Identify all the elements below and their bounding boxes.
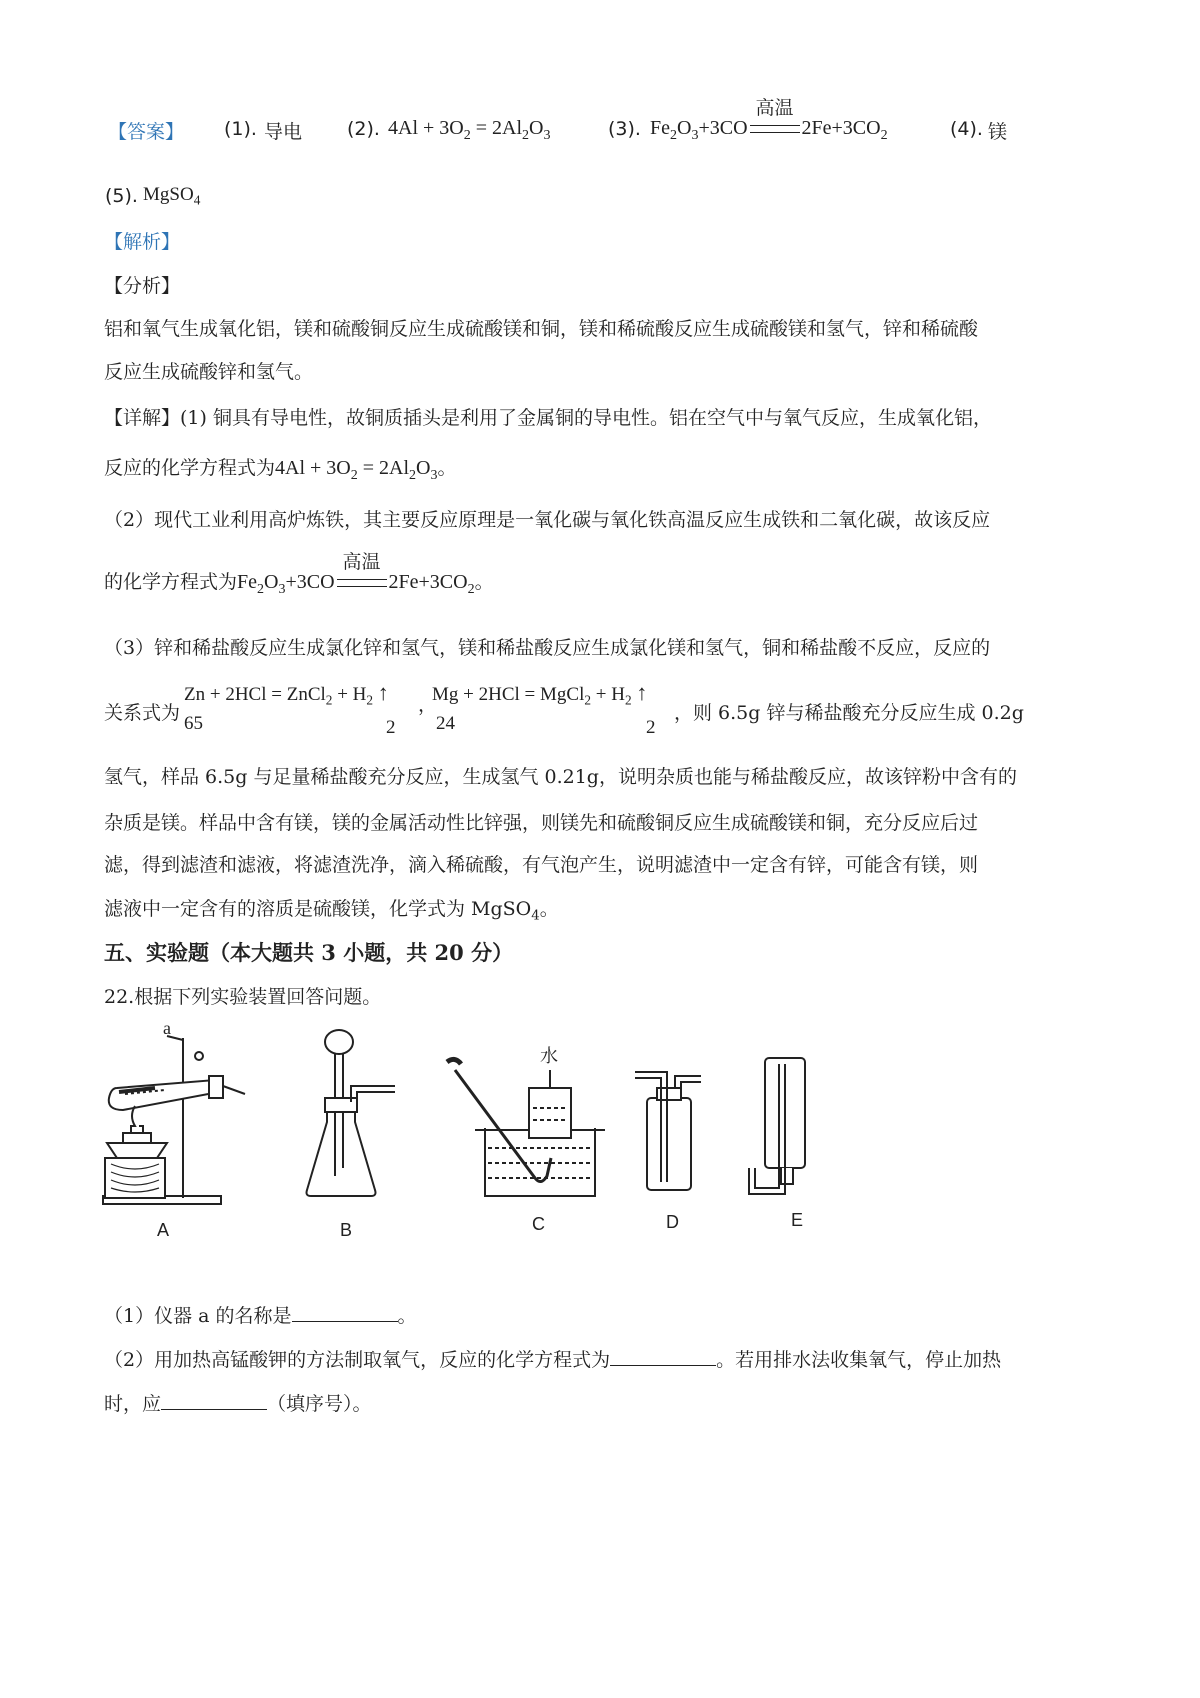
answer-num-1: (1). (224, 118, 257, 140)
relation-comma: ， (418, 694, 438, 716)
apparatus-a (103, 1018, 245, 1204)
para3-line-5: 滤，得到滤渣和滤液，将滤渣洗净，滴入稀硫酸，有气泡产生，说明滤渣中一定含有锌，可能含有镁，则 (104, 854, 979, 876)
mass-65: 65 (184, 713, 203, 734)
answer-2: $4Al + 3O_2 = 2Al_2O_3$ (388, 117, 551, 143)
question-1: （1）仪器 a 的名称是 。 (104, 1305, 417, 1327)
reaction-condition-arrow: 高温 (748, 119, 802, 139)
answer-3: $Fe_2O_3+3CO$ 高温 $2Fe+3CO_2$ (650, 98, 888, 143)
apparatus-figure (95, 1018, 855, 1248)
relation-eq-mg: Mg + 2HCl = MgCl$_2$ + $H_2$ ↑ (432, 680, 648, 708)
para3-line-6: 滤液中一定含有的溶质是硫酸镁，化学式为 MgSO$_4$。 (104, 898, 559, 924)
para2-line-1: （2）现代工业利用高炉炼铁，其主要反应原理是一氧化碳与氧化铁高温反应生成铁和二氧化碳，故该反应 (104, 509, 991, 531)
mass-24: 24 (436, 713, 455, 734)
answer-num-4: (4). (950, 118, 983, 140)
para3-line-3: 氢气，样品 6.5g 与足量稀盐酸充分反应，生成氢气 0.21g，说明杂质也能与稀盐酸反应，故该锌粉中含有的 (104, 766, 1017, 788)
answer-num-3: (3). (608, 118, 641, 140)
xiangjie-line-1: 【详解】(1) 铜具有导电性，故铜质插头是利用了金属铜的导电性。铝在空气中与氧气反应，生成氧化铝， (104, 407, 992, 429)
question-2-line-2: 时，应 （填序号）。 (104, 1393, 372, 1415)
section-heading: 五、实验题（本大题共 3 小题，共 20 分） (104, 940, 514, 965)
question-2-line-1: （2）用加热高锰酸钾的方法制取氧气，反应的化学方程式为 。若用排水法收集氧气，停止加热 (104, 1349, 1002, 1371)
mass-2-mg: 2 (646, 717, 656, 738)
apparatus-b (307, 1030, 396, 1196)
para3-line-2-tail: ，则 6.5g 锌与稀盐酸充分反应生成 0.2g (674, 702, 1024, 724)
para2-line-2: 的化学方程式为$Fe_2O_3+3CO$ 高温 $2Fe+3CO_2$。 (104, 552, 494, 597)
answer-tag: 【答案】 (108, 121, 185, 143)
label-D: D (666, 1212, 679, 1232)
answer-blank-3[interactable] (161, 1391, 267, 1410)
apparatus-c (447, 1046, 605, 1196)
apparatus-d (635, 1072, 701, 1190)
label-a: a (163, 1018, 171, 1038)
label-B: B (340, 1220, 353, 1240)
label-water: 水 (540, 1046, 558, 1067)
relation-eq-zn: Zn + 2HCl = ZnCl$_2$ + $H_2$ ↑ (184, 680, 389, 708)
para3-line-1: （3）锌和稀盐酸反应生成氯化锌和氢气，镁和稀盐酸反应生成氯化镁和氢气，铜和稀盐酸不反应，反应的 (104, 637, 991, 659)
fenxi-tag: 【分析】 (104, 275, 181, 297)
analysis-tag: 【解析】 (104, 231, 181, 253)
label-C: C (532, 1214, 545, 1234)
fenxi-line-2: 反应生成硫酸锌和氢气。 (104, 361, 314, 383)
mass-2-zn: 2 (386, 717, 396, 738)
label-E: E (791, 1210, 804, 1230)
fenxi-line-1: 铝和氧气生成氧化铝，镁和硫酸铜反应生成硫酸镁和铜，镁和稀硫酸反应生成硫酸镁和氢气，锌和稀硫酸 (104, 318, 979, 340)
para3-relation-label: 关系式为 (104, 702, 181, 724)
answer-blank-2[interactable] (610, 1347, 716, 1366)
apparatus-e (749, 1058, 805, 1194)
answer-4: 镁 (988, 121, 1008, 143)
para3-line-4: 杂质是镁。样品中含有镁，镁的金属活动性比锌强，则镁先和硫酸铜反应生成硫酸镁和铜，充分反应后过 (104, 812, 979, 834)
answer-num-2: (2). (347, 118, 380, 140)
answer-blank-1[interactable] (292, 1303, 398, 1322)
answer-5: MgSO$_4$ (143, 184, 201, 208)
answer-num-5: (5). (105, 185, 138, 207)
question-22: 22.根据下列实验装置回答问题。 (104, 986, 382, 1008)
answer-1: 导电 (264, 121, 303, 143)
label-A: A (157, 1220, 170, 1240)
xiangjie-line-2: 反应的化学方程式为$4Al + 3O_2 = 2Al_2O_3$。 (104, 457, 457, 483)
